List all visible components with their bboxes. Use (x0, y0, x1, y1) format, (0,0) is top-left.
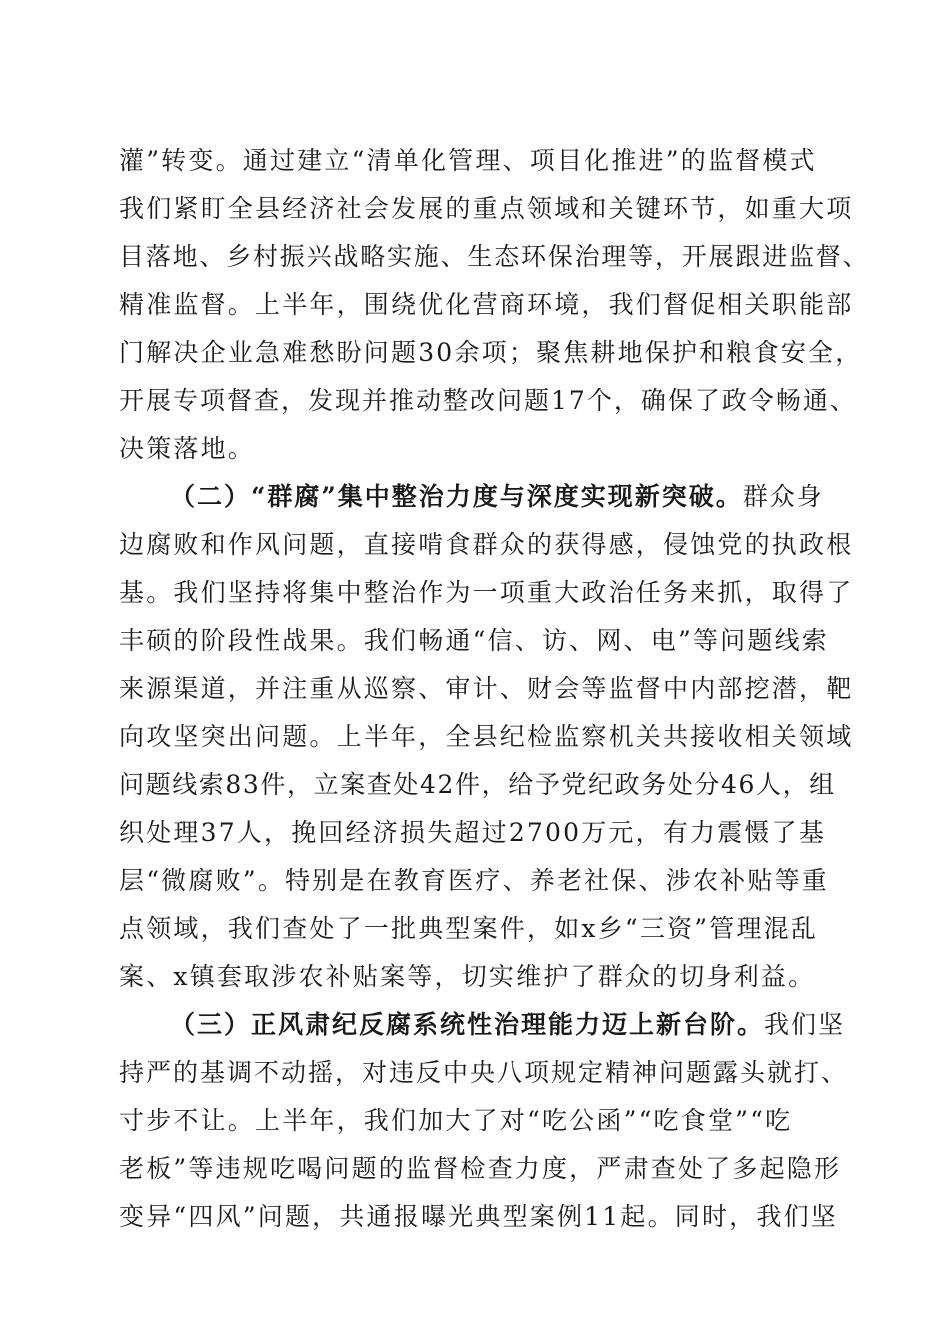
paragraph-3-line-3: 寸步不让。上半年，我们加大了对“吃公函”“吃食堂”“吃 (119, 1106, 793, 1135)
paragraph-1-line-1: 灌”转变。通过建立“清单化管理、项目化推进”的监督模式 (119, 146, 817, 175)
paragraph-1-line-2: 我们紧盯全县经济社会发展的重点领域和关键环节，如重大项 (119, 194, 854, 223)
paragraph-2-line-7: 问题线索83件，立案查处42件，给予党纪政务处分46人，组 (119, 770, 836, 799)
paragraph-1-line-4: 精准监督。上半年，围绕优化营商环境，我们督促相关职能部 (119, 290, 854, 319)
paragraph-1-line-5: 门解决企业急难愁盼问题30余项；聚焦耕地保护和粮食安全， (119, 338, 863, 367)
paragraph-3-heading: （三）正风肃纪反腐系统性治理能力迈上新台阶。 (170, 1010, 765, 1039)
paragraph-2-line-8: 织处理37人，挽回经济损失超过2700万元，有力震慑了基 (119, 818, 827, 847)
paragraph-2-first-line-rest: 群众身 (742, 482, 824, 511)
paragraph-2-line-11: 案、x镇套取涉农补贴案等，切实维护了群众的切身利益。 (119, 962, 816, 991)
paragraph-2-line-4: 丰硕的阶段性战果。我们畅通“信、访、网、电”等问题线索 (119, 626, 829, 655)
paragraph-2-line-9: 层“微腐败”。特别是在教育医疗、养老社保、涉农补贴等重 (119, 866, 829, 895)
paragraph-3-first-line (170, 1005, 845, 1045)
paragraph-2-line-3: 基。我们坚持将集中整治作为一项重大政治任务来抓，取得了 (119, 578, 854, 607)
paragraph-1-line-7: 决策落地。 (119, 434, 256, 463)
paragraph-3-line-4: 老板”等违规吃喝问题的监督检查力度，严肃查处了多起隐形 (119, 1154, 842, 1183)
paragraph-2-line-6: 向攻坚突出问题。上半年，全县纪检监察机关共接收相关领域 (119, 722, 854, 751)
paragraph-3-line-5: 变异“四风”问题，共通报曝光典型案例11起。同时，我们坚 (119, 1202, 838, 1231)
paragraph-1-line-6: 开展专项督查，发现并推动整改问题17个，确保了政令畅通、 (119, 386, 857, 415)
paragraph-2-line-2: 边腐败和作风问题，直接啃食群众的获得感，侵蚀党的执政根 (119, 530, 854, 559)
paragraph-2-line-10: 点领域，我们查处了一批典型案件，如x乡“三资”管理混乱 (119, 914, 819, 943)
paragraph-2-heading: （二）“群腐”集中整治力度与深度实现新突破。 (170, 482, 743, 511)
paragraph-2-first-line (170, 477, 824, 517)
paragraph-3-first-line-rest: 我们坚 (764, 1010, 846, 1039)
paragraph-1-line-3: 目落地、乡村振兴战略实施、生态环保治理等，开展跟进监督、 (119, 242, 870, 271)
paragraph-3-line-2: 持严的基调不动摇，对违反中央八项规定精神问题露头就打、 (119, 1058, 849, 1087)
paragraph-2-line-5: 来源渠道，并注重从巡察、审计、财会等监督中内部挖潜，靶 (119, 674, 854, 703)
